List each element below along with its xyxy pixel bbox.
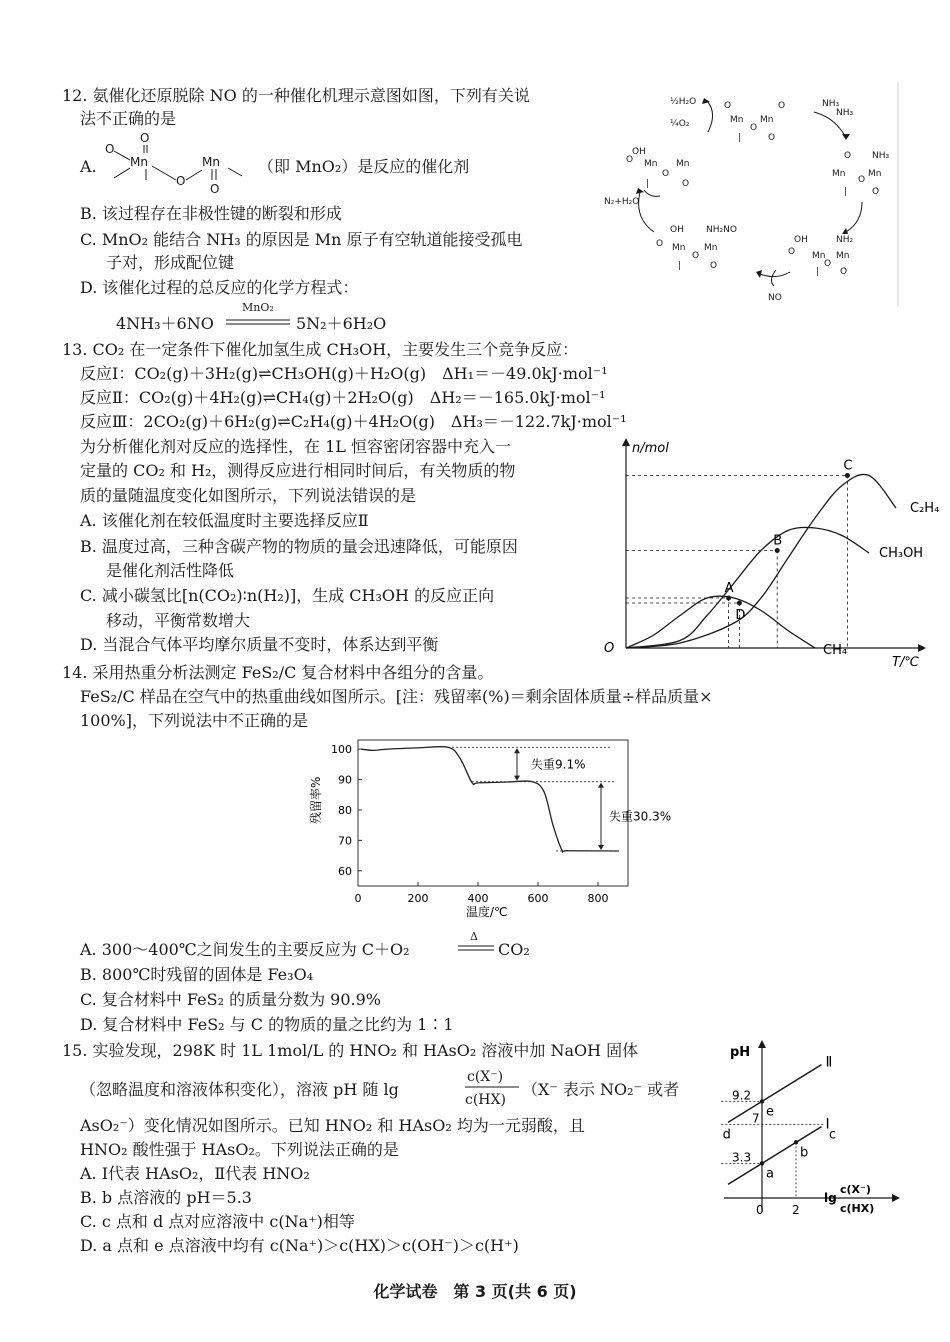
q15-fraction-numerator: c(X⁻)	[467, 1069, 504, 1085]
q14-option-c: C. 复合材料中 FeS₂ 的质量分数为 90.9%	[80, 990, 382, 1009]
svg-text:NH₂: NH₂	[836, 235, 854, 245]
page-footer: 化学试卷 第 3 页(共 6 页)	[373, 1282, 577, 1301]
q15-ph-chart	[716, 1036, 904, 1222]
q14-equals-sign	[456, 943, 498, 953]
svg-text:O: O	[210, 182, 220, 196]
svg-text:O: O	[788, 247, 796, 257]
chart1-series-line	[626, 527, 869, 648]
chart3-y-tick-label: 3.3	[732, 1150, 752, 1165]
svg-text:O: O	[105, 142, 115, 156]
q12-option-d: D. 该催化过程的总反应的化学方程式：	[80, 278, 359, 297]
chart1-series-label: CH₄	[823, 643, 848, 658]
chart1-series-line	[626, 474, 896, 648]
q13-option-b-line2: 是催化剂活性降低	[106, 561, 235, 580]
q13-option-a: A. 该催化剂在较低温度时主要选择反应Ⅱ	[80, 511, 369, 530]
q14-stem-line1: 14. 采用热重分析法测定 FeS₂/C 复合材料中各组分的含量。	[62, 663, 494, 682]
chart2-x-tick-label: 800	[587, 892, 609, 905]
svg-text:O: O	[840, 267, 848, 277]
chart1-point-label: D	[735, 608, 746, 623]
q15-option-c: C. c 点和 d 点对应溶液中 c(Na⁺)相等	[80, 1212, 355, 1231]
svg-text:Mn: Mn	[130, 155, 148, 169]
chart3-ylabel: pH	[730, 1045, 751, 1060]
svg-text:O: O	[656, 239, 664, 249]
chart3-point	[794, 1140, 798, 1144]
q12-option-b: B. 该过程存在非极性键的断裂和形成	[80, 204, 342, 223]
q13-stem-line2: 为分析催化剂对反应的选择性，在 1L 恒容密闭容器中充入一	[80, 437, 511, 456]
svg-text:O: O	[844, 151, 852, 161]
q12-option-c-line1: C. MnO₂ 能结合 NH₃ 的原因是 Mn 原子有空轨道能接受孤电	[80, 230, 523, 249]
q14-stem-line3: 100%]，下列说法中不正确的是	[80, 711, 308, 730]
chart1-point	[726, 596, 731, 601]
mech-label-nh3: NH₃	[822, 99, 840, 109]
catalytic-mechanism-diagram	[600, 82, 900, 312]
q15-stem-line3: AsO₂⁻）变化情况如图所示。已知 HNO₂ 和 HAsO₂ 均为一元弱酸，且	[80, 1116, 585, 1135]
q15-stem-line1: 15. 实验发现，298K 时 1L 1mol/L 的 HNO₂ 和 HAsO₂ 溶液中加 NaOH 固体	[62, 1041, 639, 1060]
q14-option-a-pre: A. 300～400℃之间发生的主要反应为 C＋O₂	[80, 940, 410, 959]
q12-stem-line1: 12. 氨催化还原脱除 NO 的一种催化机理示意图如图，下列有关说	[62, 86, 530, 105]
q14-option-b: B. 800℃时残留的固体是 Fe₃O₄	[80, 965, 314, 984]
svg-text:O: O	[692, 251, 700, 261]
q12-option-a-prefix: A.	[80, 157, 97, 176]
chart2-x-tick-label: 0	[354, 892, 362, 905]
chart1-point-label: B	[773, 533, 783, 549]
q14-option-a-condition: Δ	[470, 930, 478, 943]
q13-option-c-line1: C. 减小碳氢比[n(CO₂)∶n(H₂)]，生成 CH₃OH 的反应正向	[80, 586, 495, 605]
q15-fraction-denominator: c(HX)	[465, 1092, 506, 1108]
q13-stem-line4: 质的量随温度变化如图所示，下列说法错误的是	[80, 486, 417, 505]
svg-text:Mn: Mn	[832, 169, 846, 179]
svg-text:|: |	[738, 133, 742, 143]
chart3-point-label: c	[828, 1127, 837, 1143]
svg-text:O: O	[682, 179, 690, 189]
q13-reaction-2: 反应Ⅱ：CO₂(g)＋4H₂(g)⇌CH₄(g)＋2H₂O(g) ΔH₂＝－165.0kJ·mol⁻¹	[80, 388, 606, 407]
q13-reaction-3: 反应Ⅲ：2CO₂(g)＋6H₂(g)⇌C₂H₄(g)＋4H₂O(g) ΔH₃＝－122.7kJ·mol⁻¹	[80, 412, 627, 431]
svg-text:Mn: Mn	[760, 115, 774, 125]
svg-text:|: |	[678, 261, 682, 271]
svg-text:Mn: Mn	[812, 251, 826, 261]
q13-option-c-line2: 移动，平衡常数增大	[106, 611, 251, 630]
svg-text:Mn: Mn	[704, 243, 718, 253]
svg-text:Mn: Mn	[672, 243, 686, 253]
chart1-point	[845, 473, 850, 478]
svg-text:O: O	[176, 174, 186, 188]
chart2-frame	[358, 740, 628, 886]
chart2-y-tick-label: 80	[338, 803, 352, 817]
mno2-structure-diagram	[102, 128, 262, 198]
mech-arrow-1	[706, 100, 713, 132]
svg-text:|: |	[816, 267, 820, 277]
equation-equals-sign	[224, 317, 294, 327]
q15-fraction-bar	[463, 1085, 523, 1089]
svg-text:O: O	[662, 169, 670, 179]
q13-reaction-1: 反应Ⅰ：CO₂(g)＋3H₂(g)⇌CH₃OH(g)＋H₂O(g) ΔH₁＝－49.0kJ·mol⁻¹	[80, 364, 608, 383]
svg-text:O: O	[140, 131, 150, 145]
mech-label-no: NO	[768, 293, 782, 303]
chart3-series-label: Ⅰ	[825, 1116, 830, 1133]
chart1-ylabel: n/mol	[632, 441, 669, 456]
q14-option-a-post: CO₂	[498, 940, 530, 959]
svg-text:NH₃: NH₃	[872, 151, 890, 161]
chart3-point	[760, 1161, 764, 1165]
chart3-x-tick-label: 2	[792, 1203, 800, 1217]
q13-stem-line1: 13. CO₂ 在一定条件下催化加氢生成 CH₃OH，主要发生三个竞争反应：	[62, 340, 579, 359]
chart2-x-tick-label: 400	[467, 892, 489, 905]
q15-stem-line2-pre: （忽略温度和溶液体积变化），溶液 pH 随 lg	[80, 1080, 399, 1099]
svg-text:|: |	[844, 187, 848, 197]
q13-option-b-line1: B. 温度过高，三种含碳产物的物质的量会迅速降低，可能原因	[80, 537, 518, 556]
mech-label-n2-h2o: N₂+H₂O	[604, 197, 640, 207]
q15-stem-line2-post: （X⁻ 表示 NO₂⁻ 或者	[522, 1080, 680, 1099]
svg-text:O: O	[858, 175, 866, 185]
chart3-series-label: Ⅱ	[825, 1054, 833, 1071]
svg-text:Mn: Mn	[676, 159, 690, 169]
svg-text:OH: OH	[632, 147, 646, 157]
chart1-series-label: C₂H₄	[910, 501, 940, 516]
chart1-point	[737, 601, 742, 606]
q12-equation-left: 4NH₃＋6NO	[116, 314, 214, 333]
chart3-xlabel-lg: lg	[824, 1191, 837, 1205]
chart1-point-label: A	[724, 581, 734, 596]
chart1-point	[775, 548, 780, 553]
svg-text:O: O	[626, 155, 634, 165]
chart2-xlabel: 温度/℃	[466, 905, 508, 919]
mech-label-quarter-o2: ¼O₂	[670, 119, 690, 129]
chart2-y-tick-label: 90	[338, 773, 352, 787]
q15-option-a: A. Ⅰ代表 HAsO₂，Ⅱ代表 HNO₂	[80, 1164, 310, 1183]
svg-text:Mn: Mn	[644, 159, 658, 169]
q14-thermogravimetric-chart	[306, 734, 672, 920]
svg-text:NH₂NO: NH₂NO	[706, 225, 737, 235]
chart2-annotation-loss-2: 失重30.3%	[609, 809, 672, 824]
q13-stem-line3: 定量的 CO₂ 和 H₂，测得反应进行相同时间后，有关物质的物	[80, 461, 516, 480]
chart1-series-label: CH₃OH	[879, 546, 924, 561]
svg-text:NH₃: NH₃	[836, 108, 854, 118]
chart3-point	[760, 1099, 764, 1103]
chart3-point-label: a	[766, 1166, 774, 1182]
chart2-x-tick-label: 600	[527, 892, 549, 905]
chart3-y-tick-label: 9.2	[732, 1088, 752, 1103]
chart3-y-tick-label: 7	[752, 1111, 760, 1126]
svg-text:|: |	[646, 179, 650, 189]
svg-text:Mn: Mn	[202, 155, 220, 169]
q14-option-d: D. 复合材料中 FeS₂ 与 C 的物质的量之比约为 1∶1	[80, 1015, 454, 1034]
svg-text:Mn: Mn	[836, 251, 850, 261]
chart2-y-tick-label: 60	[338, 864, 352, 878]
chart1-point-label: C	[843, 458, 853, 474]
q13-amount-temperature-chart	[596, 436, 940, 670]
chart2-y-tick-label: 70	[338, 834, 352, 848]
q12-option-a-text: （即 MnO₂）是反应的催化剂	[258, 157, 470, 176]
svg-text:Mn: Mn	[730, 115, 744, 125]
q15-option-b: B. b 点溶液的 pH＝5.3	[80, 1188, 252, 1207]
svg-text:O: O	[768, 133, 776, 143]
chart3-point-label: e	[766, 1104, 774, 1120]
chart3-point-label: d	[722, 1127, 731, 1143]
chart1-series-line	[626, 596, 815, 648]
svg-text:O: O	[778, 101, 786, 111]
q12-stem-line2: 法不正确的是	[80, 109, 177, 128]
chart3-xlabel-den: c(HX)	[840, 1202, 875, 1215]
svg-text:O: O	[724, 101, 732, 111]
svg-text:O: O	[750, 123, 758, 133]
chart2-y-tick-label: 100	[331, 743, 352, 757]
chart3-xlabel-num: c(X⁻)	[840, 1183, 871, 1196]
chart1-xlabel: T/℃	[892, 655, 919, 670]
chart1-origin: O	[604, 641, 615, 656]
svg-text:O: O	[824, 259, 832, 269]
mech-label-half-h2o: ½H₂O	[670, 97, 697, 107]
chart3-x-tick-label: 0	[756, 1203, 764, 1217]
q14-stem-line2: FeS₂/C 样品在空气中的热重曲线如图所示。[注：残留率(%)＝剩余固体质量÷样品质量×	[80, 687, 713, 706]
svg-text:OH: OH	[794, 235, 808, 245]
svg-text:OH: OH	[670, 225, 684, 235]
q15-stem-line4: HNO₂ 酸性强于 HAsO₂。下列说法正确的是	[80, 1140, 399, 1159]
chart2-annotation-loss-1: 失重9.1%	[531, 757, 586, 772]
q12-equation-right: 5N₂＋6H₂O	[296, 314, 387, 333]
svg-text:O: O	[872, 187, 880, 197]
q12-equation-condition: MnO₂	[242, 301, 274, 314]
chart3-point-label: b	[800, 1145, 809, 1161]
svg-text:O: O	[710, 261, 718, 271]
q15-option-d: D. a 点和 e 点溶液中均有 c(Na⁺)＞c(HX)＞c(OH⁻)＞c(H⁺)	[80, 1236, 519, 1255]
q12-option-c-line2: 子对，形成配位键	[106, 253, 235, 272]
svg-text:Mn: Mn	[868, 169, 882, 179]
chart2-ylabel: 残留率%	[309, 776, 323, 824]
q13-option-d: D. 当混合气体平均摩尔质量不变时，体系达到平衡	[80, 635, 439, 654]
chart2-x-tick-label: 200	[407, 892, 429, 905]
